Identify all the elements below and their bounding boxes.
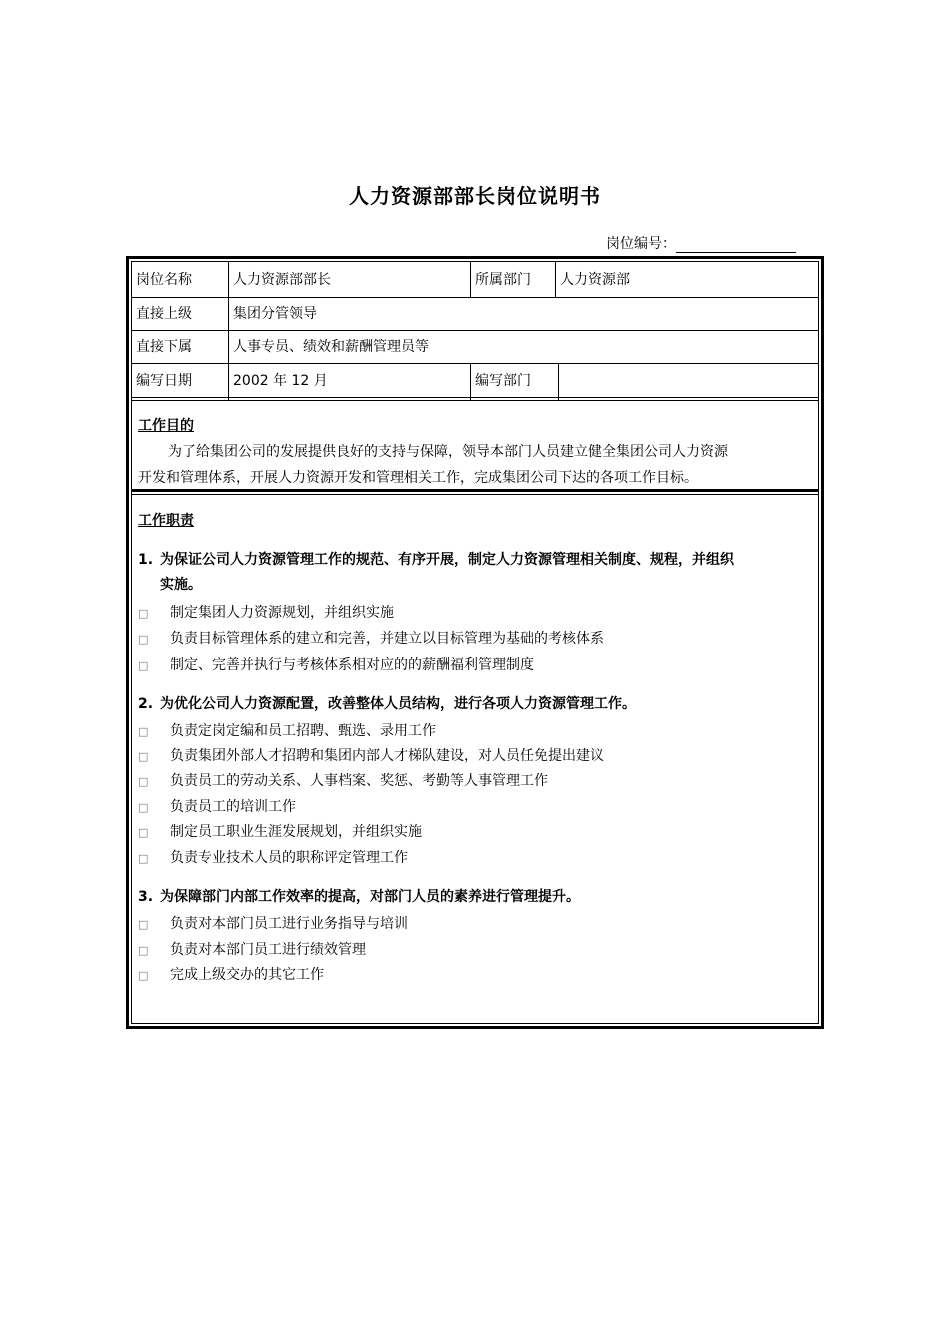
bullet-box-icon: □ (138, 633, 149, 646)
duty-group-title (138, 885, 814, 910)
bullet-box-icon: □ (138, 775, 149, 788)
bullet-box-icon: □ (138, 918, 149, 931)
list-item-text: 制定集团人力资源规划，并组织实施 (170, 605, 394, 621)
page-title: 人力资源部部长岗位说明书 (349, 184, 601, 208)
job-description-inner (131, 261, 819, 1024)
bullet-box-icon: □ (138, 750, 149, 763)
subordinate-label: 直接下属 (136, 339, 192, 355)
list-item-text: 负责员工的培训工作 (170, 799, 296, 815)
list-item-text: 完成上级交办的其它工作 (170, 967, 324, 983)
duty-number: 2. (138, 696, 154, 712)
list-item (138, 916, 408, 933)
bullet-box-icon: □ (138, 725, 149, 738)
purpose-line: 开发和管理体系，开展人力资源开发和管理相关工作，完成集团公司下达的各项工作目标。 (138, 470, 698, 486)
job-description-frame (126, 256, 824, 1029)
purpose-text (138, 439, 814, 491)
duty-group-title (138, 692, 814, 717)
list-item-text: 负责员工的劳动关系、人事档案、奖惩、考勤等人事管理工作 (170, 773, 548, 789)
list-item (138, 657, 534, 674)
superior-value: 集团分管领导 (233, 306, 317, 322)
duties-heading: 工作职责 (138, 513, 194, 529)
list-item-text: 负责集团外部人才招聘和集团内部人才梯队建设，对人员任免提出建议 (170, 748, 604, 764)
table-bottom-divider (132, 397, 818, 398)
duty-title-text: 为优化公司人力资源配置，改善整体人员结构，进行各项人力资源管理工作。 (160, 696, 636, 712)
position-code-label: 岗位编号： (606, 236, 676, 252)
list-item (138, 631, 604, 648)
position-code-line (606, 233, 796, 253)
list-item-text: 负责目标管理体系的建立和完善，并建立以目标管理为基础的考核体系 (170, 631, 604, 647)
duty-group-title (138, 548, 814, 598)
bullet-box-icon: □ (138, 826, 149, 839)
duty-number: 1. (138, 552, 154, 568)
date-value: 2002 年 12 月 (233, 372, 328, 389)
duty-title-text: 实施。 (160, 577, 202, 593)
list-item (138, 850, 408, 867)
list-item (138, 942, 366, 959)
list-item-text: 负责对本部门员工进行绩效管理 (170, 942, 366, 958)
superior-label: 直接上级 (136, 306, 192, 322)
list-item (138, 723, 436, 740)
author-dept-value (559, 364, 809, 397)
bullet-box-icon: □ (138, 659, 149, 672)
list-item-text: 负责专业技术人员的职称评定管理工作 (170, 850, 408, 866)
bullet-box-icon: □ (138, 852, 149, 865)
list-item (138, 748, 604, 765)
position-label: 岗位名称 (136, 271, 192, 288)
list-item-text: 制定、完善并执行与考核体系相对应的的薪酬福利管理制度 (170, 657, 534, 673)
dept-label: 所属部门 (475, 271, 531, 288)
section-divider (132, 494, 818, 495)
list-item (138, 605, 394, 622)
list-item-text: 负责定岗定编和员工招聘、甄选、录用工作 (170, 723, 436, 739)
position-value: 人力资源部部长 (233, 271, 331, 288)
purpose-heading: 工作目的 (138, 418, 194, 434)
bullet-box-icon: □ (138, 607, 149, 620)
position-code-blank (676, 238, 796, 253)
list-item (138, 824, 422, 841)
subordinate-value: 人事专员、绩效和薪酬管理员等 (233, 339, 429, 355)
table-bottom-divider (132, 400, 818, 401)
list-item-text: 负责对本部门员工进行业务指导与培训 (170, 916, 408, 932)
bullet-box-icon: □ (138, 944, 149, 957)
duty-title-text: 为保障部门内部工作效率的提高，对部门人员的素养进行管理提升。 (160, 889, 580, 905)
list-item (138, 773, 548, 790)
duty-title-text: 为保证公司人力资源管理工作的规范、有序开展，制定人力资源管理相关制度、规程，并组织 (160, 552, 734, 568)
section-divider (132, 489, 818, 492)
list-item (138, 799, 296, 816)
bullet-box-icon: □ (138, 969, 149, 982)
duty-number: 3. (138, 889, 154, 905)
purpose-line: 为了给集团公司的发展提供良好的支持与保障，领导本部门人员建立健全集团公司人力资源 (168, 444, 728, 460)
author-dept-label: 编写部门 (475, 372, 531, 389)
list-item (138, 967, 324, 984)
list-item-text: 制定员工职业生涯发展规划，并组织实施 (170, 824, 422, 840)
dept-value: 人力资源部 (560, 271, 630, 288)
bullet-box-icon: □ (138, 801, 149, 814)
date-label: 编写日期 (136, 372, 192, 389)
